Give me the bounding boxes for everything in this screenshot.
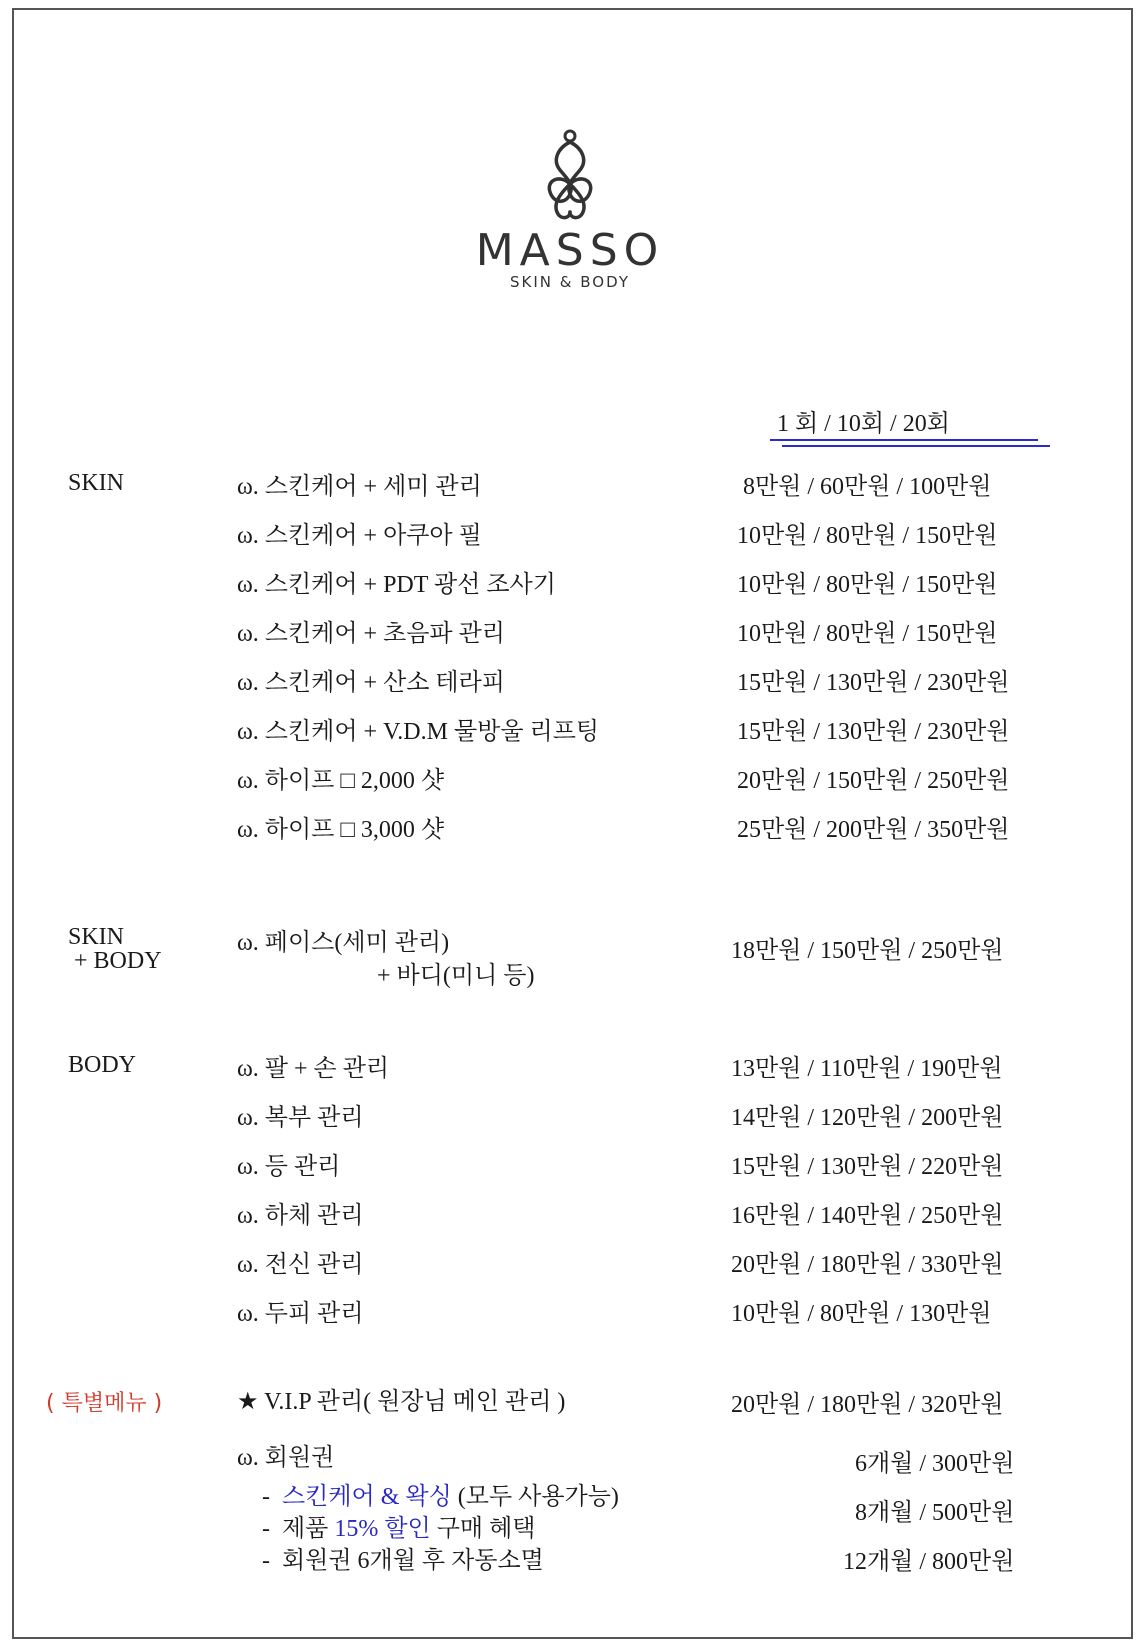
menu-item: ω. 스킨케어 + 초음파 관리 [237, 621, 505, 647]
menu-item-price: 13만원 / 110만원 / 190만원 [731, 1056, 1003, 1082]
category-skin-body-line2: + BODY [74, 948, 162, 974]
menu-item: ω. 스킨케어 + 세미 관리 [237, 474, 482, 500]
menu-item: ω. 등 관리 [237, 1154, 341, 1180]
bullet-dash: - [262, 1548, 270, 1574]
menu-item-price: 14만원 / 120만원 / 200만원 [731, 1105, 1004, 1131]
brand-name: MASSO [475, 225, 665, 276]
menu-item-price: 16만원 / 140만원 / 250만원 [731, 1203, 1004, 1229]
menu-item-price: 18만원 / 150만원 / 250만원 [731, 938, 1004, 964]
menu-item-price: 20만원 / 150만원 / 250만원 [737, 768, 1010, 794]
membership-plan: 8개월 / 500만원 [855, 1500, 1015, 1526]
vip-menu-item: ★ V.I.P 관리( 원장님 메인 관리 ) [237, 1389, 566, 1415]
membership-benefit [262, 1508, 536, 1543]
membership-title: ω. 회원권 [237, 1445, 335, 1471]
benefit-text: (모두 사용가능) [451, 1484, 619, 1510]
benefit-highlight: 15% 할인 [334, 1516, 431, 1542]
benefit-text: 제품 [282, 1516, 335, 1542]
vip-menu-item-price: 20만원 / 180만원 / 320만원 [731, 1392, 1004, 1418]
benefit-highlight: 스킨케어 & 왁싱 [282, 1484, 452, 1510]
category-body: BODY [68, 1052, 137, 1078]
benefit-text: 회원권 6개월 후 자동소멸 [282, 1548, 544, 1574]
menu-item: ω. 스킨케어 + PDT 광선 조사기 [237, 572, 556, 598]
menu-item-price: 10만원 / 80만원 / 150만원 [737, 572, 998, 598]
masso-emblem-icon [530, 128, 610, 223]
category-special-menu: ( 특별메뉴 ) [46, 1391, 163, 1416]
membership-benefit [262, 1540, 544, 1575]
header-underline [770, 439, 1038, 441]
menu-item-price: 20만원 / 180만원 / 330만원 [731, 1252, 1004, 1278]
menu-item-price: 25만원 / 200만원 / 350만원 [737, 817, 1010, 843]
menu-item: ω. 전신 관리 [237, 1252, 364, 1278]
menu-item: ω. 스킨케어 + 아쿠아 필 [237, 523, 482, 549]
menu-item: ω. 스킨케어 + 산소 테라피 [237, 670, 505, 696]
menu-item: ω. 팔 + 손 관리 [237, 1056, 390, 1082]
price-column-header: 1 회 / 10회 / 20회 [777, 411, 950, 437]
benefit-text: 구매 혜택 [430, 1516, 536, 1542]
menu-item-price: 8만원 / 60만원 / 100만원 [743, 474, 992, 500]
membership-benefit [262, 1476, 619, 1511]
brand-logo [470, 128, 670, 308]
menu-item-price: 15만원 / 130만원 / 230만원 [737, 670, 1010, 696]
category-skin: SKIN [68, 470, 125, 496]
menu-item-price: 15만원 / 130만원 / 230만원 [737, 719, 1010, 745]
menu-item: ω. 하체 관리 [237, 1203, 364, 1229]
bullet-dash: - [262, 1516, 270, 1542]
menu-item-price: 10만원 / 80만원 / 150만원 [737, 621, 998, 647]
menu-item: ω. 하이프 □ 2,000 샷 [237, 768, 445, 794]
membership-plan: 12개월 / 800만원 [843, 1549, 1015, 1575]
header-underline-second [782, 445, 1050, 447]
menu-item: ω. 스킨케어 + V.D.M 물방울 리프팅 [237, 719, 600, 745]
menu-item-line2: + 바디(미니 등) [377, 963, 535, 989]
menu-item: ω. 복부 관리 [237, 1105, 364, 1131]
menu-item-line1: ω. 페이스(세미 관리) [237, 930, 450, 956]
brand-subtitle: SKIN & BODY [510, 273, 630, 291]
bullet-dash: - [262, 1484, 270, 1510]
menu-item-price: 15만원 / 130만원 / 220만원 [731, 1154, 1004, 1180]
menu-item: ω. 하이프 □ 3,000 샷 [237, 817, 445, 843]
category-skin-body-line1: SKIN [68, 924, 125, 950]
menu-item-price: 10만원 / 80만원 / 130만원 [731, 1301, 992, 1327]
membership-plan: 6개월 / 300만원 [855, 1451, 1015, 1477]
menu-item-price: 10만원 / 80만원 / 150만원 [737, 523, 998, 549]
menu-item: ω. 두피 관리 [237, 1301, 364, 1327]
